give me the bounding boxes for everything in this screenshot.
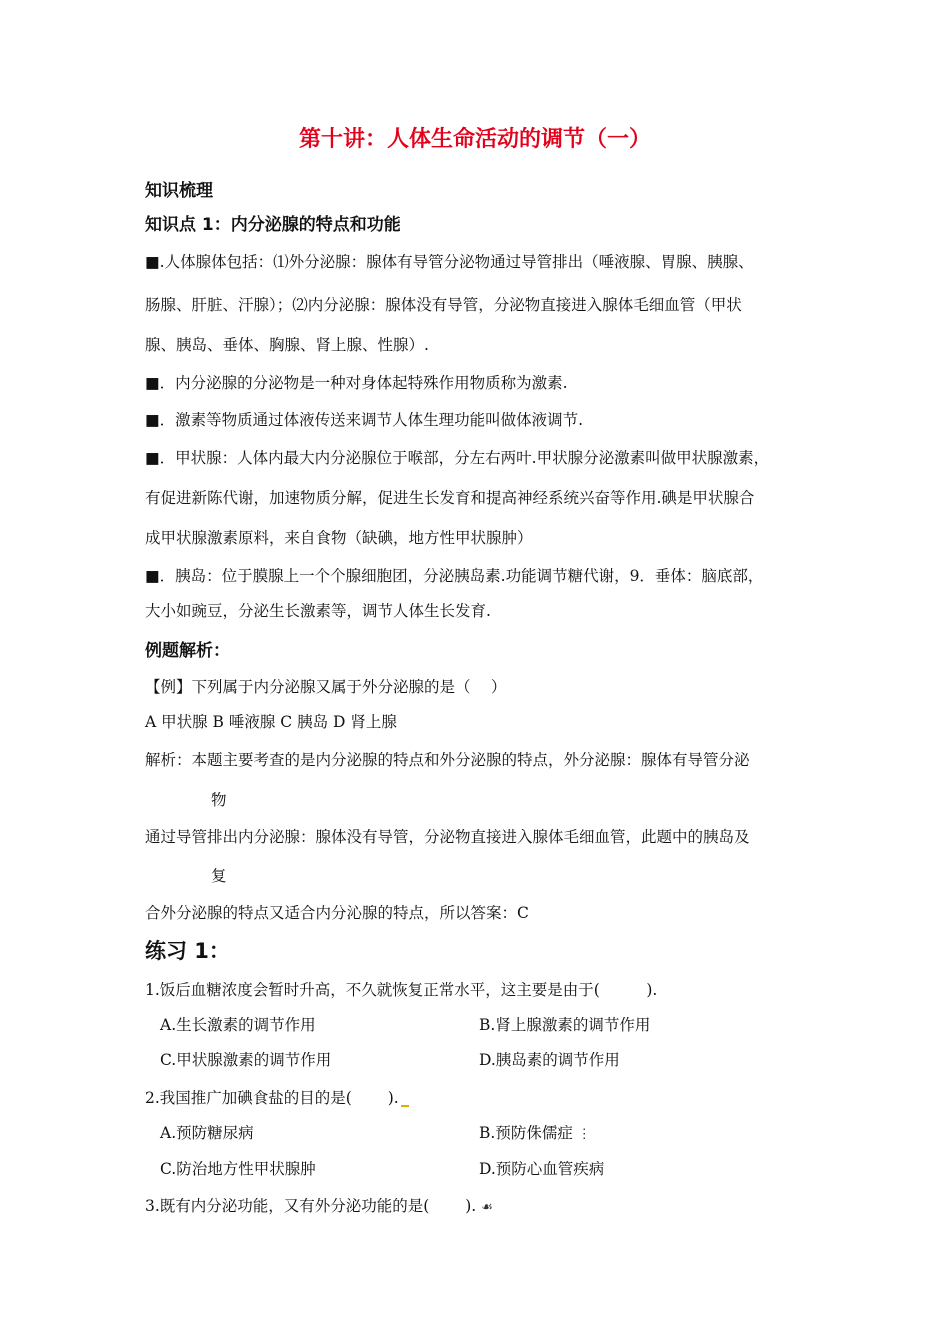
analysis-line: 复: [211, 867, 227, 885]
knowledge-point-1-heading: 知识点 1：内分泌腺的特点和功能: [145, 215, 401, 235]
question-stem: 3.既有内分泌功能，又有外分泌功能的是( ). ☙: [145, 1197, 493, 1215]
section-heading-knowledge: 知识梳理: [145, 181, 213, 201]
example-options: A 甲状腺 B 唾液腺 C 胰岛 D 肾上腺: [145, 713, 397, 731]
example-question: 【例】下列属于内分泌腺又属于外分泌腺的是（ ）: [145, 678, 507, 696]
practice-heading: 练习 1：: [145, 939, 230, 963]
stray-glyph: ☙: [481, 1200, 493, 1215]
kp-line: 有促进新陈代谢，加速物质分解，促进生长发育和提高神经系统兴奋等作用.碘是甲状腺合: [145, 489, 755, 507]
kp-line: ■．胰岛：位于膜腺上一个个腺细胞团，分泌胰岛素.功能调节糖代谢，9．垂体：脑底部，: [145, 567, 764, 585]
question-stem: 2.我国推广加碘食盐的目的是( ).: [145, 1086, 409, 1108]
option-a: A.预防糖尿病: [160, 1124, 254, 1142]
kp-line: 大小如豌豆，分泌生长激素等，调节人体生长发育.: [145, 602, 491, 620]
kp-line: ■．内分泌腺的分泌物是一种对身体起特殊作用物质称为激素.: [145, 374, 568, 392]
kp-line: 肠腺、肝脏、汗腺）；⑵内分泌腺：腺体没有导管，分泌物直接进入腺体毛细血管（甲状: [145, 296, 742, 314]
option-c: C.甲状腺激素的调节作用: [160, 1051, 332, 1069]
page-title: 第十讲：人体生命活动的调节（一）: [298, 127, 651, 152]
option-b: B.预防侏儒症 ⋮: [479, 1124, 591, 1142]
option-d: D.预防心血管疾病: [479, 1160, 605, 1178]
example-heading: 例题解析：: [145, 641, 230, 661]
kp-line: ■.人体腺体包括：⑴外分泌腺：腺体有导管分泌物通过导管排出（唾液腺、胃腺、胰腺、: [145, 253, 754, 271]
kp-line: 成甲状腺激素原料，来自食物（缺碘，地方性甲状腺肿）: [145, 529, 533, 547]
analysis-line: 通过导管排出内分泌腺：腺体没有导管，分泌物直接进入腺体毛细血管，此题中的胰岛及: [145, 828, 750, 846]
question-stem: 1.饭后血糖浓度会暂时升高，不久就恢复正常水平，这主要是由于( ).: [145, 981, 658, 999]
analysis-line: 解析：本题主要考查的是内分泌腺的特点和外分泌腺的特点，外分泌腺：腺体有导管分泌: [145, 751, 750, 769]
option-d: D.胰岛素的调节作用: [479, 1051, 620, 1069]
analysis-line: 合外分泌腺的特点又适合内分沁腺的特点，所以答案：C: [145, 904, 529, 922]
analysis-line: 物: [211, 791, 227, 809]
stray-glyph: ⋮: [577, 1127, 591, 1142]
kp-line: ■．甲状腺：人体内最大内分泌腺位于喉部，分左右两叶.甲状腺分泌激素叫做甲状腺激素，: [145, 449, 770, 467]
kp-line: 腺、胰岛、垂体、胸腺、肾上腺、性腺）.: [145, 336, 429, 354]
option-a: A.生长激素的调节作用: [160, 1016, 316, 1034]
option-c: C.防治地方性甲状腺肿: [160, 1160, 316, 1178]
kp-line: ■．激素等物质通过体液传送来调节人体生理功能叫做体液调节.: [145, 411, 584, 429]
highlight-mark: [401, 1105, 409, 1107]
option-b: B.肾上腺激素的调节作用: [479, 1016, 651, 1034]
